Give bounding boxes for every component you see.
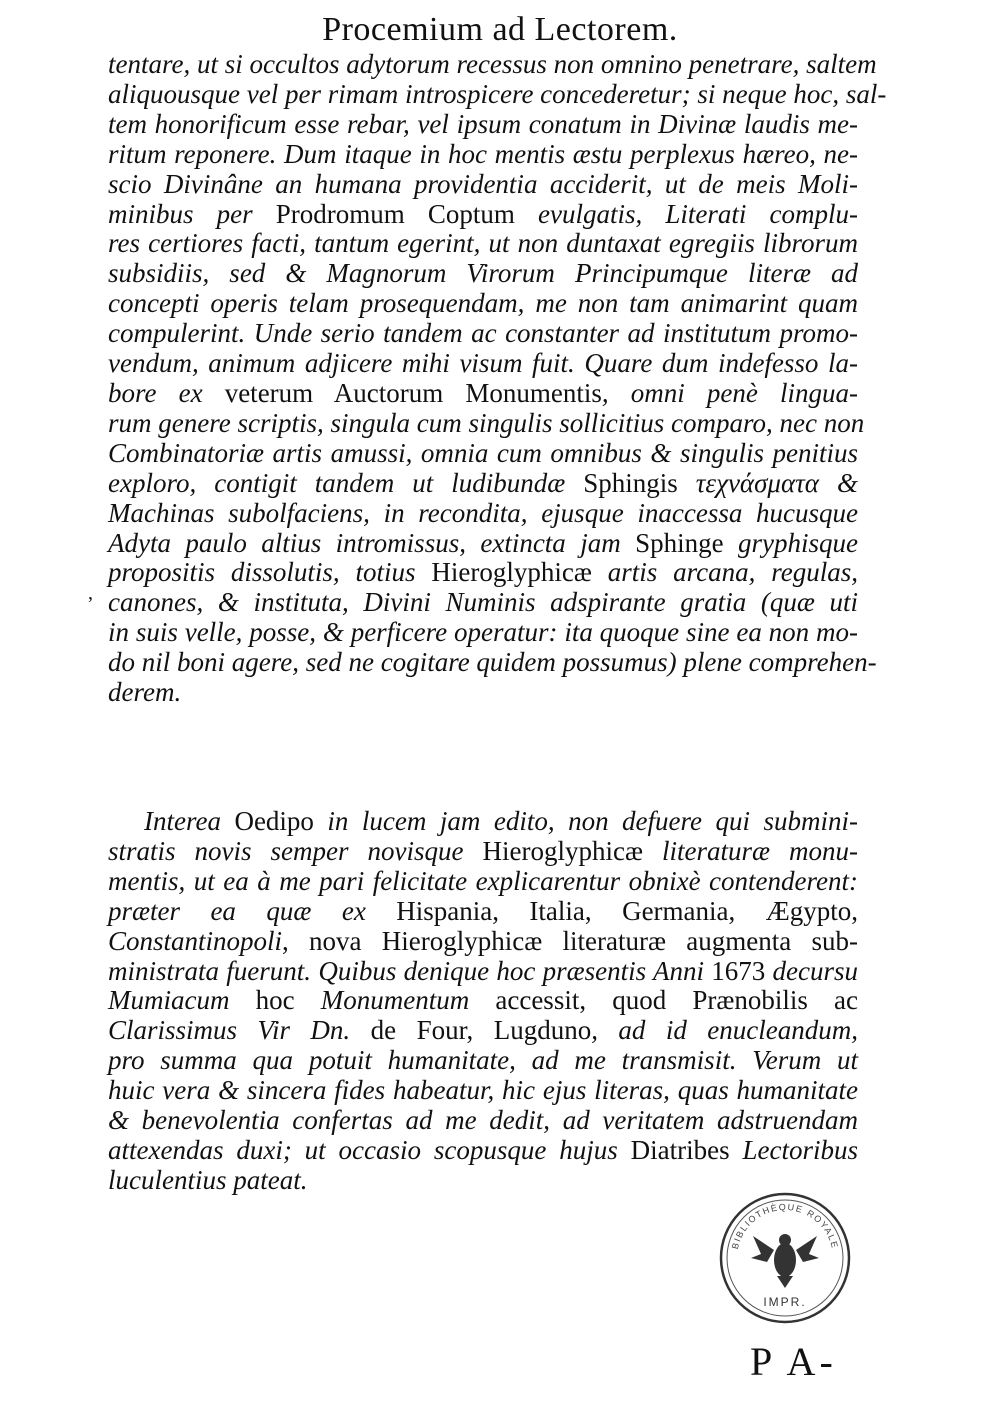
roman-text-segment: Sphingis xyxy=(583,467,678,498)
catchword: P A- xyxy=(750,1339,837,1384)
text-line xyxy=(108,170,858,200)
italic-text-segment: scio Divinâne an humana providentia acciderit, ut de meis Moli- xyxy=(108,168,858,199)
italic-text-segment: præter ea quæ ex xyxy=(108,895,397,926)
roman-text-segment: Sphinge xyxy=(635,527,724,558)
italic-text-segment: luculentius pateat. xyxy=(108,1164,308,1195)
page-title: Procemium ad Lectorem. xyxy=(322,11,678,48)
italic-text-segment: Mumiacum xyxy=(108,985,230,1016)
italic-text-segment: compulerint. Unde serio tandem ac constanter ad institutum promo- xyxy=(108,318,858,349)
text-line xyxy=(108,379,858,409)
italic-text-segment: decursu xyxy=(765,955,858,986)
text-line xyxy=(108,957,858,987)
text-line xyxy=(108,618,858,648)
text-line xyxy=(108,259,858,289)
roman-text-segment: Hieroglyphicæ xyxy=(431,557,592,588)
italic-text-segment: rum genere scriptis, singula cum singulis sollicitius comparo, nec non xyxy=(108,407,865,438)
margin-mark: , xyxy=(88,582,93,604)
italic-text-segment: , omni penè lingua- xyxy=(601,377,858,408)
italic-text-segment: in lucem jam edito, non defuere qui submini- xyxy=(313,806,858,836)
italic-text-segment: Combinatoriæ artis amussi, omnia cum omnibus & singulis penitius xyxy=(108,437,858,468)
text-line xyxy=(108,588,858,618)
text-line xyxy=(108,927,858,957)
italic-text-segment: Constantinopoli xyxy=(108,925,283,956)
stamp-text-top: BIBLIOTHÈQUE ROYALE xyxy=(729,1201,841,1251)
italic-text-segment: res certiores facti, tantum egerint, ut non duntaxat egregiis librorum xyxy=(108,228,858,259)
italic-text-segment: ministrata fuerunt. Quibus denique hoc præsentis Anni xyxy=(108,955,712,986)
italic-text-segment: do nil boni agere, sed ne cogitare quidem possumus) plene comprehen- xyxy=(108,647,877,678)
text-line xyxy=(108,647,877,678)
text-line xyxy=(108,867,858,897)
roman-text-segment: Diatribes xyxy=(630,1134,730,1165)
text-line xyxy=(108,49,877,80)
italic-text-segment: pro summa qua potuit humanitate, ad me transmisit. Verum ut xyxy=(108,1045,858,1076)
italic-text-segment: gryphisque xyxy=(723,527,859,558)
text-line xyxy=(108,229,858,259)
italic-text-segment: attexendas duxi; ut occasio scopusque hujus xyxy=(108,1134,631,1165)
text-line xyxy=(108,78,887,110)
italic-text-segment: evulgatis, Literati complu- xyxy=(514,198,859,229)
italic-text-segment: stratis novis semper novisque xyxy=(108,835,483,866)
italic-text-segment: tem honorificum esse rebar, vel ipsum conatum in Divinæ laudis me- xyxy=(108,108,858,139)
stamp-text-bottom: IMPR. xyxy=(763,1295,807,1309)
text-line xyxy=(108,200,858,230)
text-line xyxy=(108,678,858,708)
text-line xyxy=(108,499,858,529)
italic-text-segment: Clarissimus Vir Dn. xyxy=(108,1015,371,1046)
text-line xyxy=(108,349,858,379)
italic-text-segment: concepti operis telam prosequendam, me non tam animarint quam xyxy=(108,288,858,319)
library-stamp xyxy=(715,1188,855,1328)
text-line xyxy=(108,319,858,349)
italic-text-segment: huic vera & sincera fides habeatur, hic ejus literas, quas humanitate xyxy=(108,1075,858,1106)
eagle-icon xyxy=(751,1234,819,1288)
text-line xyxy=(108,558,858,588)
italic-text-segment: exploro, contigit tandem ut ludibundæ xyxy=(108,467,584,498)
text-line xyxy=(108,807,858,837)
text-line xyxy=(108,439,858,469)
italic-text-segment: subsidiis, sed & Magnorum Virorum Principumque literæ ad xyxy=(108,258,858,289)
paragraph-1 xyxy=(108,49,887,708)
italic-text-segment: bore ex xyxy=(108,377,225,408)
italic-text-segment: minibus per xyxy=(108,198,276,229)
text-line xyxy=(108,986,858,1016)
italic-text-segment: Machinas subolfaciens, in recondita, ejusque inaccessa hucusque xyxy=(108,497,858,528)
italic-text-segment: mentis, ut ea à me pari felicitate explicarentur obnixè contenderent: xyxy=(108,865,858,896)
text-line xyxy=(108,1016,858,1046)
text-line xyxy=(108,897,858,927)
italic-text-segment: propositis dissolutis, totius xyxy=(108,557,432,588)
italic-text-segment: artis arcana, regulas, xyxy=(591,557,858,588)
paragraph-2 xyxy=(108,807,858,1196)
italic-text-segment: literaturæ monu- xyxy=(642,835,858,866)
italic-text-segment: tentare, ut si occultos adytorum recessus non omnino penetrare, saltem xyxy=(108,49,877,79)
roman-text-segment: , nova Hieroglyphicæ literaturæ augmenta sub- xyxy=(282,925,858,956)
roman-text-segment: de Four, Lugduno xyxy=(370,1015,592,1046)
italic-text-segment: Interea xyxy=(144,806,235,836)
italic-text-segment: ritum reponere. Dum itaque in hoc mentis æstu perplexus hæreo, ne- xyxy=(108,138,858,169)
italic-text-segment: τεχνάσματα & xyxy=(677,467,858,498)
roman-text-segment: veterum Auctorum Monumentis xyxy=(224,377,602,408)
italic-text-segment: vendum, animum adjicere mihi visum fuit. Quare dum indefesso la- xyxy=(108,348,858,379)
text-line xyxy=(108,140,858,170)
roman-text-segment: Hieroglyphicæ xyxy=(482,835,643,866)
italic-text-segment: Monumentum xyxy=(320,985,470,1016)
italic-text-segment: canones, & instituta, Divini Numinis adspirante gratia (quæ uti xyxy=(108,587,858,618)
italic-text-segment: in suis velle, posse, & perficere operatur: ita quoque sine ea non mo- xyxy=(108,617,858,648)
italic-text-segment: Lectoribus xyxy=(729,1134,858,1165)
italic-text-segment: , ad id enucleandum, xyxy=(591,1015,859,1046)
text-line xyxy=(108,529,858,559)
text-line xyxy=(108,1046,858,1076)
roman-text-segment: Oedipo xyxy=(234,806,314,836)
roman-text-segment: accessit, quod Prænobilis ac xyxy=(469,985,858,1016)
text-line xyxy=(108,1106,858,1136)
text-line xyxy=(108,289,858,319)
italic-text-segment: Adyta paulo altius intromissus, extincta jam xyxy=(108,527,636,558)
text-line xyxy=(108,407,865,439)
text-line xyxy=(108,1136,858,1166)
text-line xyxy=(108,110,858,140)
italic-text-segment: & benevolentia confertas ad me dedit, ad veritatem adstruendam xyxy=(108,1105,858,1136)
text-line xyxy=(108,469,858,499)
text-line xyxy=(108,837,858,867)
text-line xyxy=(108,1076,858,1106)
italic-text-segment: aliquousque vel per rimam introspicere concederetur; si neque hoc, sal- xyxy=(108,78,887,109)
roman-text-segment: Prodromum Coptum xyxy=(275,198,515,229)
roman-text-segment: hoc xyxy=(229,985,321,1016)
italic-text-segment: derem. xyxy=(108,677,182,708)
roman-text-segment: Hispania, Italia, Germania, Ægypto, xyxy=(396,895,858,926)
roman-text-segment: 1673 xyxy=(711,955,766,986)
